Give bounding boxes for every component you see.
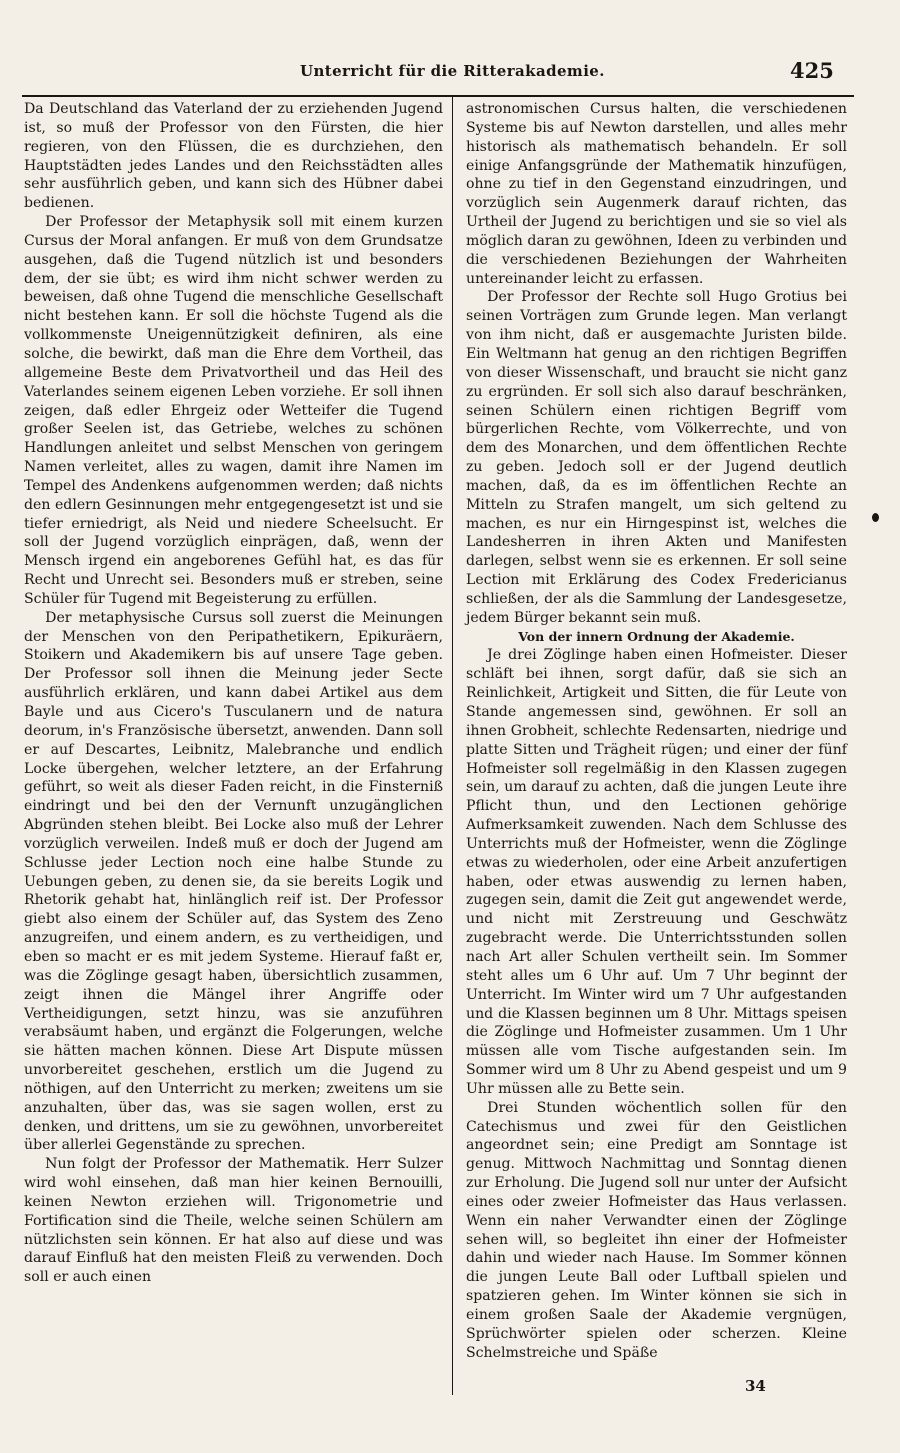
running-header — [0, 58, 860, 88]
paragraph: Da Deutschland das Vaterland der zu erziehenden Jugend ist, so muß der Professor von den Fürsten, die hier regieren, von den Flüssen, die es durchziehen, den Hauptstädten jedes Landes und den Reichsstädten alles sehr ausführlich geben, und kann sich des Hübner dabei bedienen. — [24, 101, 443, 212]
printer-signature-mark: 34 — [745, 1377, 766, 1395]
right-column — [466, 100, 847, 1363]
paragraph: Der metaphysische Cursus soll zuerst die Meinungen der Menschen von den Peripathetikern, Epikuräern, Stoikern und Akademikern bis auf unsere Tage geben. Der Professor soll ihnen die Meinung jeder Secte ausführlich erklären, und kann dabei Artikel aus dem Bayle und aus Cicero's Tusculanern und de natura deorum, in's Französische übersetzt, anwenden. Dann soll er auf Descartes, Leibnitz, Malebranche und endlich Locke übergehen, welcher letztere, an der Erfahrung geführt, so weit als dieser Faden reicht, in die Finsterniß eindringt und bei den der Vernunft unzugänglichen Abgründen stehen bleibt. Bei Locke also muß der Lehrer vorzüglich verweilen. Indeß muß er doch der Jugend am Schlusse jeder Lection noch eine halbe Stunde zu Uebungen geben, zu denen sie, da sie bereits Logik und Rhetorik gehabt hat, hinlänglich reif ist. Der Professor giebt also einem der Schüler auf, das System des Zeno anzugreifen, und einem andern, es zu vertheidigen, und eben so macht er es mit jedem Systeme. Hierauf faßt er, was die Zöglinge gesagt haben, übersichtlich zusammen, zeigt ihnen die Mängel ihrer Angriffe oder Vertheidigungen, setzt hinzu, was sie anzuführen verabsäumt haben, und ergänzt die Folgerungen, welche sie hätten machen können. Diese Art Dispute müssen unvorbereitet geschehen, erstlich um die Jugend zu nöthigen, auf den Unterricht zu merken; zweitens um sie anzuhalten, über das, was sie sagen wollen, erst zu denken, und drittens, um sie zu gewöhnen, unvorbereitet über allerlei Gegenstände zu sprechen. — [24, 609, 443, 1154]
left-column — [24, 100, 443, 1287]
running-title: Unterricht für die Ritterakademie. — [300, 62, 605, 80]
paragraph: Drei Stunden wöchentlich sollen für den Catechismus und zwei für den Geistlichen angeordnet sein; eine Predigt am Sonntage ist genug. Mittwoch Nachmittag und Sonntag dienen zur Erholung. Die Jugend soll nur unter der Aufsicht eines oder zweier Hofmeister das Haus verlassen. Wenn ein naher Verwandter einen der Zöglinge sehen will, so begleitet ihn einer der Hofmeister dahin und wieder nach Hause. Im Sommer können die jungen Leute Ball oder Luftball spielen und spatzieren gehen. Im Winter können sie sich in einem großen Saale der Akademie vergnügen, Sprüchwörter spielen oder scherzen. Kleine Schelmstreiche und Späße — [466, 1099, 847, 1361]
paragraph: Nun folgt der Professor der Mathematik. Herr Sulzer wird wohl einsehen, daß man hier keinen Bernouilli, keinen Newton erziehen will. Trigonometrie und Fortification sind die Theile, welche seinen Schülern am nützlichsten sein können. Er hat also auf diese und was darauf Einfluß hat den meisten Fleiß zu verwenden. Doch soll er auch einen — [24, 1156, 443, 1286]
paragraph: Je drei Zöglinge haben einen Hofmeister. Dieser schläft bei ihnen, sorgt dafür, daß sie sich an Reinlichkeit, Artigkeit und Sitten, die für Leute von Stande angemessen sind, gewöhnen. Er soll an ihnen Grobheit, schlechte Redensarten, niedrige und platte Sitten und Trägheit rügen; und einer der fünf Hofmeister soll regelmäßig in den Klassen zugegen sein, um darauf zu achten, daß die jungen Leute ihre Pflicht thun, und den Lectionen gehörige Aufmerksamkeit zuwenden. Nach dem Schlusse des Unterrichts muß der Hofmeister, wenn die Zöglinge etwas zu wiederholen, oder eine Arbeit anzufertigen haben, oder etwas auswendig zu lernen haben, zugegen sein, damit die Zeit gut angewendet werde, und nicht mit Zerstreuung und Geschwätz zugebracht werde. Die Unterrichtsstunden sollen nach Art aller Schulen vertheilt sein. Im Sommer steht alles um 6 Uhr auf. Um 7 Uhr beginnt der Unterricht. Im Winter wird um 7 Uhr aufgestanden und die Klassen beginnen um 8 Uhr. Mittags speisen die Zöglinge und Hofmeister zusammen. Um 1 Uhr müssen alle vom Tische aufgestanden sein. Im Sommer wird um 8 Uhr zu Abend gespeist und um 9 Uhr müssen alle zu Bette sein. — [466, 647, 847, 1097]
header-rule — [22, 95, 854, 97]
column-divider — [452, 97, 453, 1395]
paragraph: Der Professor der Rechte soll Hugo Grotius bei seinen Vorträgen zum Grunde legen. Man verlangt von ihm nicht, daß er ausgemachte Juristen bilde. Ein Weltmann hat genug an den richtigen Begriffen von dieser Wissenschaft, und braucht sie nicht ganz zu ergründen. Er soll sich also darauf beschränken, seinen Schülern einen richtigen Begriff vom bürgerlichen Rechte, vom Völkerrechte, und von dem des Monarchen, und dem öffentlichen Rechte zu geben. Jedoch soll er der Jugend deutlich machen, daß, da es im öffentlichen Rechte an Mitteln zu Strafen mangelt, um sich geltend zu machen, es nur ein Hirngespinst ist, welches die Landesherren in ihren Akten und Manifesten darlegen, selbst wenn sie es erkennen. Er soll seine Lection mit Erklärung des Codex Fredericianus schließen, der als die Sammlung der Landesgesetze, jedem Bürger bekannt sein muß. — [466, 289, 847, 626]
paragraph: Der Professor der Metaphysik soll mit einem kurzen Cursus der Moral anfangen. Er muß von dem Grundsatze ausgehen, daß die Tugend nützlich ist und besonders dem, der sie übt; es wird ihm nicht schwer werden zu beweisen, daß ohne Tugend die menschliche Gesellschaft nicht bestehen kann. Er soll die höchste Tugend als die vollkommenste Uneigennützigkeit definiren, als eine solche, die bewirkt, daß man die Ehre dem Vortheil, das allgemeine Beste dem Privatvortheil und das Heil des Vaterlandes seinem eigenen Leben vorziehe. Er soll ihnen zeigen, daß edler Ehrgeiz oder Wetteifer die Tugend großer Seelen ist, das Getriebe, welches zu schönen Handlungen anleitet und selbst Menschen von geringem Namen verleitet, alles zu wagen, damit ihre Namen im Tempel des Andenkens aufgenommen werden; daß nichts den edlern Gesinnungen mehr entgegengesetzt ist und sie tiefer erniedrigt, als Neid und niedere Scheelsucht. Er soll der Jugend vorzüglich einprägen, daß, wenn der Mensch irgend ein angeborenes Gefühl hat, es das für Recht und Unrecht sei. Besonders muß er streben, seine Schüler für Tugend mit Begeisterung zu erfüllen. — [24, 214, 443, 607]
page-number: 425 — [790, 58, 834, 83]
ink-spot — [872, 513, 879, 522]
paragraph: astronomischen Cursus halten, die verschiedenen Systeme bis auf Newton darstellen, und alles mehr historisch als mathematisch behandeln. Er soll einige Anfangsgründe der Mathematik hinzufügen, ohne zu tief in den Gegenstand einzudringen, und vorzüglich sein Augenmerk darauf richten, das Urtheil der Jugend zu berichtigen und sie so viel als möglich daran zu gewöhnen, Ideen zu verbinden und die verschiedenen Beziehungen der Wahrheiten untereinander leicht zu erfassen. — [466, 101, 847, 287]
section-heading: Von der innern Ordnung der Akademie. — [518, 628, 795, 644]
